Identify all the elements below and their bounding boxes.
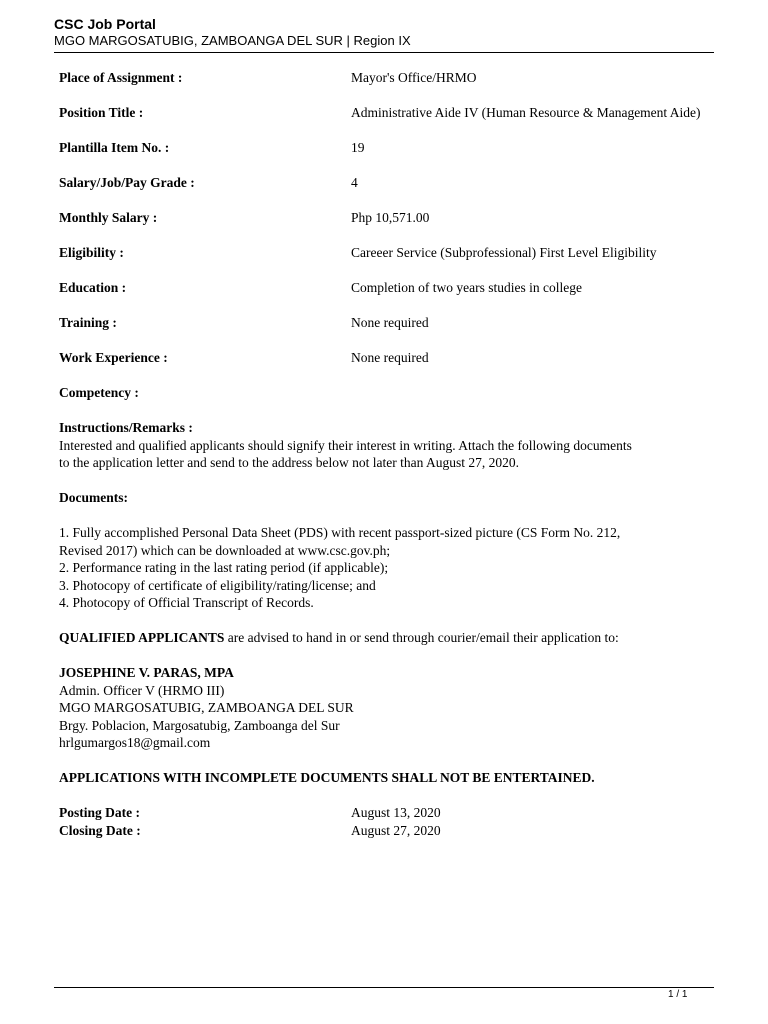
documents-list-line: Revised 2017) which can be downloaded at www.csc.gov.ph; (59, 542, 391, 558)
field-value-education: Completion of two years studies in college (351, 280, 582, 295)
field-value-place: Mayor's Office/HRMO (351, 70, 477, 85)
field-label-education: Education : (59, 280, 127, 295)
documents-heading: Documents: (59, 490, 128, 505)
qualified-applicants-emphasis: QUALIFIED APPLICANTS (59, 630, 225, 645)
field-label-work-experience: Work Experience : (59, 350, 168, 365)
field-label-monthly-salary: Monthly Salary : (59, 210, 158, 225)
field-label-salary-grade: Salary/Job/Pay Grade : (59, 175, 195, 190)
documents-list-line: 2. Performance rating in the last rating period (if applicable); (59, 560, 389, 575)
field-value-salary-grade: 4 (351, 175, 358, 190)
qualified-applicants-note (59, 629, 709, 647)
qualified-applicants-text: are advised to hand in or send through courier/email their application to: (224, 630, 619, 645)
field-label-plantilla: Plantilla Item No. : (59, 140, 170, 155)
contact-email: hrlgumargos18@gmail.com (59, 735, 211, 750)
field-value-training: None required (351, 315, 429, 330)
documents-list-line: 4. Photocopy of Official Transcript of Records. (59, 595, 314, 610)
contact-address: Brgy. Poblacion, Margosatubig, Zamboanga del Sur (59, 717, 340, 733)
posting-date-value: August 13, 2020 (351, 805, 441, 820)
field-label-position: Position Title : (59, 105, 144, 120)
field-label-place: Place of Assignment : (59, 70, 183, 85)
field-value-plantilla: 19 (351, 140, 365, 155)
contact-office: MGO MARGOSATUBIG, ZAMBOANGA DEL SUR (59, 700, 354, 715)
field-label-competency: Competency : (59, 385, 139, 400)
posting-date-label: Posting Date : (59, 805, 140, 820)
contact-name: JOSEPHINE V. PARAS, MPA (59, 665, 234, 680)
closing-date-value: August 27, 2020 (351, 823, 441, 838)
field-value-eligibility: Careeer Service (Subprofessional) First Level Eligibility (351, 245, 657, 260)
instructions-text-line: to the application letter and send to the address below not later than August 27, 2020. (59, 455, 520, 470)
documents-list (59, 524, 709, 612)
field-label-training: Training : (59, 315, 117, 330)
documents-list-line: 3. Photocopy of certificate of eligibility/rating/license; and (59, 577, 376, 593)
page-number: 1 / 1 (668, 989, 688, 1000)
documents-list-line: 1. Fully accomplished Personal Data Sheet (PDS) with recent passport-sized picture (CS Form No. 212, (59, 525, 621, 540)
field-value-work-experience: None required (351, 350, 429, 365)
closing-date-label: Closing Date : (59, 823, 141, 838)
field-value-position: Administrative Aide IV (Human Resource & Management Aide) (351, 105, 701, 120)
header-divider (54, 52, 714, 53)
instructions-heading: Instructions/Remarks : (59, 420, 193, 435)
documents-heading-block (59, 489, 709, 507)
contact-block (59, 664, 709, 752)
contact-position: Admin. Officer V (HRMO III) (59, 682, 225, 698)
field-label-eligibility: Eligibility : (59, 245, 124, 260)
instructions-section (59, 419, 709, 472)
footer-divider (54, 987, 714, 988)
field-value-monthly-salary: Php 10,571.00 (351, 210, 430, 225)
portal-title: CSC Job Portal (54, 16, 156, 32)
agency-subtitle: MGO MARGOSATUBIG, ZAMBOANGA DEL SUR | Region IX (54, 33, 411, 48)
incomplete-documents-warning: APPLICATIONS WITH INCOMPLETE DOCUMENTS SHALL NOT BE ENTERTAINED. (59, 770, 595, 785)
instructions-text-line: Interested and qualified applicants should signify their interest in writing. Attach the following documents (59, 437, 632, 453)
page-header (54, 15, 714, 49)
